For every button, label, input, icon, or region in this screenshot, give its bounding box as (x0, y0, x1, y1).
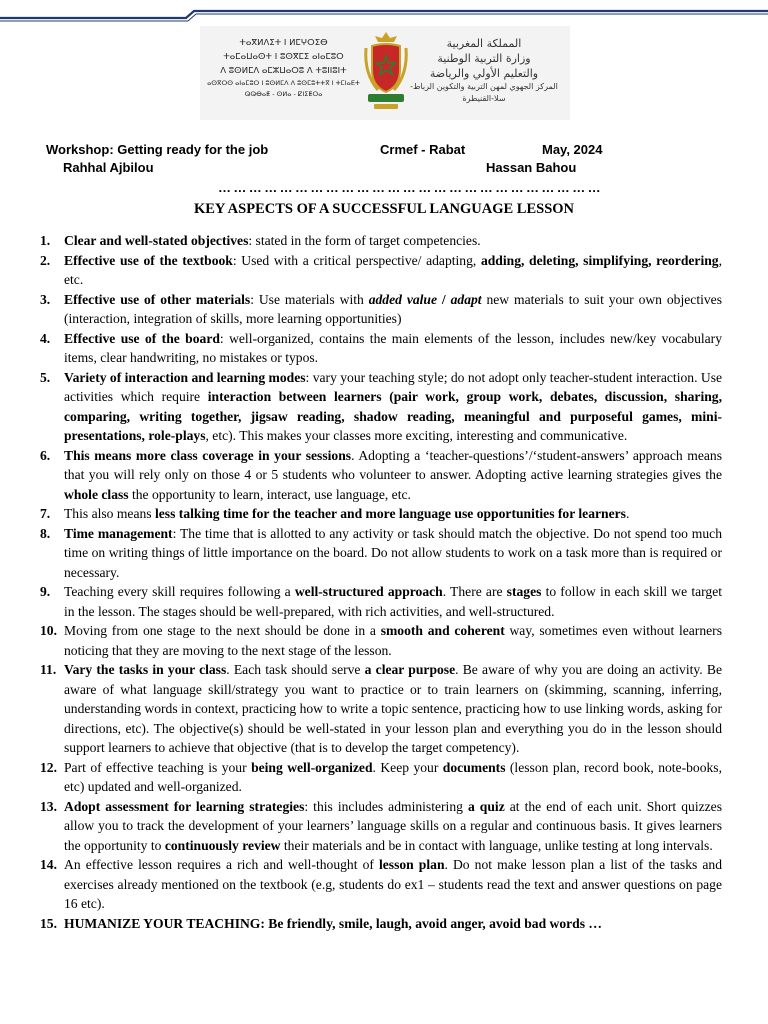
list-item (40, 329, 722, 368)
author-name: Rahhal Ajbilou (63, 160, 154, 175)
list-item (40, 758, 722, 797)
item-text: the opportunity to learn, interact, use language, etc. (128, 486, 411, 502)
item-number: 15. (40, 915, 57, 931)
item-text: : this includes administering (304, 798, 468, 814)
item-emphasis: adding, deleting, simplifying, reordering (480, 252, 719, 268)
list-item (40, 251, 722, 290)
item-text: . Keep your (372, 759, 443, 775)
list-item (40, 368, 722, 446)
item-emphasis: Variety of interaction and learning modes (64, 369, 306, 385)
item-number: 14. (40, 857, 57, 872)
list-item (40, 914, 722, 934)
item-text: : The time that is allotted to any activity or task should match the objective. Do not spend too much time on writing things of little importance on the board. Do not allow students to work on a task more than is required or necessary. (64, 525, 723, 580)
item-text: . (625, 506, 630, 521)
item-number: 4. (40, 330, 51, 346)
item-text: , etc. (64, 252, 722, 287)
list-item (40, 290, 722, 329)
tifinagh-line: ⴷ ⵓⵙⵍⵎⴷ ⴰⵎⵣⵡⴰⵔⵓ ⴷ ⵜⵓⵏⵏⵓⵏⵜ (220, 66, 347, 76)
list-item (40, 524, 722, 583)
item-number: 2. (40, 252, 51, 268)
item-text: : Use materials with (250, 291, 369, 307)
item-text: . There are (442, 584, 507, 599)
tifinagh-line-small: ⴰⵙⴳⵔⵙ ⴰⵏⴰⵎⵓⵔ ⵏ ⵓⵙⵍⵎⴷ ⴷ ⵓⵙⵎⵓⵜⵜⴳ ⵏ ⵜⵎⵏⴰⴹⵜ ⵕⵕⴱⴰⵟ - ⵙⵍⴰ - ⵇⵏⵉⵟⵔⴰ (207, 79, 360, 98)
arabic-line-small: المركز الجهوي لمهن التربية والتكوين الرباط-سلا-القنيطرة (410, 82, 558, 103)
item-text: Moving from one stage to the next should be done in a (64, 623, 381, 638)
item-text: This also means (64, 506, 155, 521)
item-number: 9. (40, 584, 51, 599)
item-text: . Each task should serve (226, 662, 365, 677)
list-item (40, 446, 722, 505)
item-emphasis: Effective use of the textbook (64, 252, 233, 268)
workshop-title: Workshop: Getting ready for the job (46, 142, 269, 157)
item-emphasis: HUMANIZE YOUR TEACHING: Be friendly, smile, laugh, avoid anger, avoid bad words … (64, 915, 603, 931)
item-text: (lesson plan, record book, note-books, etc) updated and well-organized. (64, 759, 722, 794)
workshop-place: Crmef - Rabat (380, 142, 466, 157)
coat-of-arms-icon (364, 30, 408, 114)
aspects-list (40, 231, 722, 933)
tifinagh-header (206, 36, 361, 100)
item-text: : vary your teaching style; do not adopt only teacher-student interaction. Use activities which require (64, 369, 723, 404)
author-name: Hassan Bahou (486, 160, 577, 175)
item-number: 6. (40, 447, 51, 463)
item-emphasis: stages (506, 584, 542, 599)
item-number: 13. (40, 798, 57, 814)
item-text: , etc). This makes your classes more exciting, interesting and communicative. (205, 428, 628, 443)
item-emphasis: Adopt assessment for learning strategies (64, 798, 305, 814)
item-text: Part of effective teaching is your (64, 759, 252, 775)
item-emphasis: / (437, 291, 451, 307)
item-emphasis: Vary the tasks in your class (64, 662, 227, 677)
item-number: 3. (40, 291, 51, 307)
item-number: 7. (40, 506, 51, 521)
item-emphasis: less talking time for the teacher and more language use opportunities for learners (155, 506, 626, 521)
list-item (40, 582, 722, 621)
arabic-line: المملكة المغربية (446, 37, 522, 50)
item-emphasis: interaction between learners (pair work, group work, debates, discussion, sharing, comparing, writing together, jigsaw reading, shadow reading, meaningful and purposeful games, mini-presentations, role-plays (64, 389, 723, 443)
item-text: way, sometimes even without learners noticing that they are moving to the next stage of the lesson. (64, 623, 722, 658)
item-emphasis: documents (442, 759, 506, 775)
item-number: 1. (40, 233, 51, 248)
arabic-line: والتعليم الأولي والرياضة (429, 67, 539, 80)
item-emphasis: smooth and coherent (380, 623, 505, 638)
item-text: An effective lesson requires a rich and well-thought of (64, 857, 379, 872)
workshop-date: May, 2024 (542, 142, 603, 157)
document-title: KEY ASPECTS OF A SUCCESSFUL LANGUAGE LESSON (193, 201, 575, 217)
list-item (40, 660, 722, 758)
item-number: 10. (40, 623, 57, 638)
item-text: : stated in the form of target competencies. (248, 233, 481, 248)
tifinagh-line: ⵜⴰⴳⵍⴷⵉⵜ ⵏ ⵍⵎⵖⵔⵉⴱ (239, 38, 328, 48)
item-text: : Used with a critical perspective/ adapting, (232, 252, 481, 268)
item-text: . Be aware of why you are doing an activity. Be aware of what language skill/strategy you want to practice or to train learners on (skimming, scanning, inferring, understanding words in context, practicing how to write a topic sentence, practicing how to use linking words, asking for directions, etc). The objective(s) should be well-stated in your lesson plan and everything you do in the lesson should support learners to achieve that objective (that is to develop the target competency). (64, 662, 723, 755)
item-emphasis: adapt (450, 291, 482, 307)
item-emphasis: Effective use of other materials (64, 291, 251, 307)
item-emphasis: Time management (64, 525, 173, 541)
item-emphasis: whole class (64, 486, 129, 502)
item-text: . Do not make lesson plan a list of the tasks and exercises already mentioned on the textbook (e.g, students do ex1 – students read the text and answer questions on page 16 etc). (64, 857, 722, 911)
item-number: 8. (40, 525, 51, 541)
institution-header (200, 26, 570, 120)
list-item (40, 797, 722, 856)
item-text: Teaching every skill requires following a (64, 584, 295, 599)
item-number: 12. (40, 759, 57, 775)
arabic-line: وزارة التربية الوطنية (437, 52, 531, 65)
item-emphasis: This means more class coverage in your sessions (64, 447, 352, 463)
item-number: 5. (40, 369, 51, 385)
item-emphasis: well-structured approach (294, 584, 443, 599)
item-emphasis: Effective use of the board (64, 330, 220, 346)
item-text: : well-organized, contains the main elements of the lesson, includes new/key vocabulary items, clear handwriting, no mistakes or typos. (64, 330, 722, 365)
arabic-header (404, 36, 564, 105)
list-item (40, 231, 722, 251)
item-text: . Adopting a ‘teacher-questions’/‘student-answers’ approach means that you will rely only on those 4 or 5 students who volunteer to answer. Adopting active learning strategies gives the (64, 447, 723, 482)
item-emphasis: Clear and well-stated objectives (64, 233, 249, 248)
list-item (40, 504, 722, 524)
item-emphasis: lesson plan (378, 857, 445, 872)
item-text: their materials and be in contact with language, unlike testing at long intervals. (280, 837, 713, 853)
dotted-separator: ………………………………………………………………… (218, 180, 603, 195)
item-emphasis: continuously review (164, 837, 281, 853)
item-emphasis: a clear purpose (364, 662, 456, 677)
list-item (40, 855, 722, 914)
item-text: new materials to suit your own objectives (interaction, integration of skills, more learning opportunities) (64, 291, 722, 326)
item-emphasis: a quiz (467, 798, 505, 814)
item-text: to follow in each skill we target in the lesson. The stages should be well-prepared, with rich activities, and well-structured. (64, 584, 723, 619)
list-item (40, 621, 722, 660)
item-number: 11. (40, 662, 57, 677)
item-text: at the end of each unit. Short quizzes allow you to track the development of your learners’ language skills on a regular and continuous basis. It gives learners the opportunity to (64, 798, 722, 853)
item-emphasis: added value (368, 291, 438, 307)
tifinagh-line: ⵜⴰⵎⴰⵡⴰⵙⵜ ⵏ ⵓⵙⴳⵎⵉ ⴰⵏⴰⵎⵓⵔ (223, 52, 344, 62)
item-emphasis: being well-organized (251, 759, 373, 775)
